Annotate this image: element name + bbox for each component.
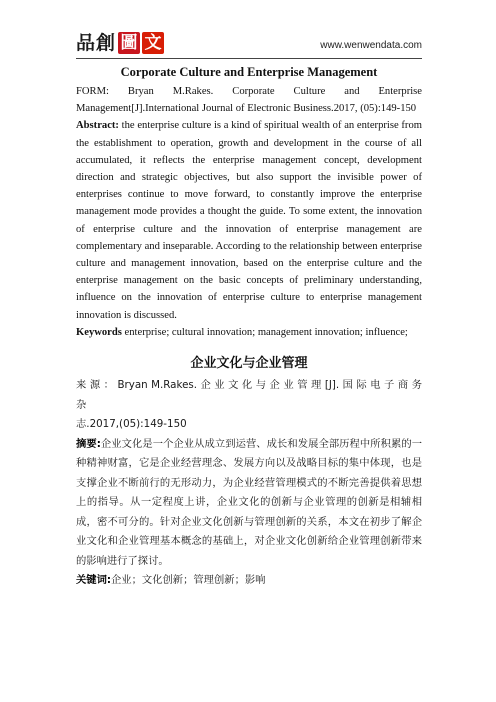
document-body <box>76 64 422 591</box>
site-logo <box>76 30 164 56</box>
chinese-abstract <box>76 435 422 572</box>
english-keywords <box>76 324 422 341</box>
english-abstract-text: the enterprise culture is a kind of spiritual wealth of an enterprise from the establishment to operation, growth and development in the course of all accumulated, it reflects the enterprise management concept, development direction and strategic objectives, but also support the invisible power of enterprises continue to move forward, to constantly improve the enterprise management mode provides a thought the guide. To some extent, the innovation of enterprise culture and the innovation of enterprise management are complementary and inseparable. According to the relationship between enterprise culture and management innovation, based on the enterprise culture and the enterprise management on the basic concepts of preliminary understanding, influence on the innovation of enterprise culture to enterprise management innovation is discussed. <box>76 120 422 321</box>
header-divider <box>76 58 422 59</box>
page-header <box>76 30 422 60</box>
chinese-source-line2: 志.2017,(05):149-150 <box>76 418 187 431</box>
logo-char-3: 圖 <box>118 32 140 54</box>
english-form-line1: FORM: Bryan M.Rakes. Corporate Culture and Enterprise <box>76 86 422 97</box>
english-title: Corporate Culture and Enterprise Management <box>120 65 378 79</box>
english-keywords-text: enterprise; cultural innovation; management innovation; influence; <box>121 326 408 338</box>
english-abstract <box>76 117 422 323</box>
logo-char-1: 品 <box>76 32 96 54</box>
site-url[interactable]: www.wenwendata.com <box>320 40 422 51</box>
chinese-abstract-label: 摘要: <box>76 437 101 450</box>
chinese-keywords-text: 企业；文化创新；管理创新；影响 <box>111 574 266 587</box>
logo-char-4: 文 <box>142 32 164 54</box>
english-abstract-label: Abstract: <box>76 120 119 132</box>
english-form-line2: Management[J].International Journal of Electronic Business.2017, (05):149-150 <box>76 103 417 115</box>
chinese-source-line1: 来 源 ： Bryan M.Rakes. 企 业 文 化 与 企 业 管 理 [J]. 国 际 电 子 商 务 杂 <box>76 379 422 411</box>
chinese-keywords <box>76 571 422 591</box>
chinese-abstract-text: 企业文化是一个企业从成立到运营、成长和发展全部历程中所积累的一种精神财富，它是企业经营理念、发展方向以及战略目标的集中体现，也是支撑企业不断前行的无形动力，为企业经营管理模式的不断完善提供着思想上的指导。从一定程度上讲，企业文化的创新与企业管理的创新是相辅相成，密不可分的。针对企业文化创新与管理创新的关系，本文在初步了解企业文化和企业管理基本概念的基础上，对企业文化创新给企业管理创新带来的影响进行了探讨。 <box>76 437 422 567</box>
english-keywords-label: Keywords <box>76 326 122 338</box>
chinese-title: 企业文化与企业管理 <box>190 356 308 372</box>
logo-char-2: 創 <box>96 32 116 54</box>
chinese-keywords-label: 关键词: <box>76 574 112 587</box>
